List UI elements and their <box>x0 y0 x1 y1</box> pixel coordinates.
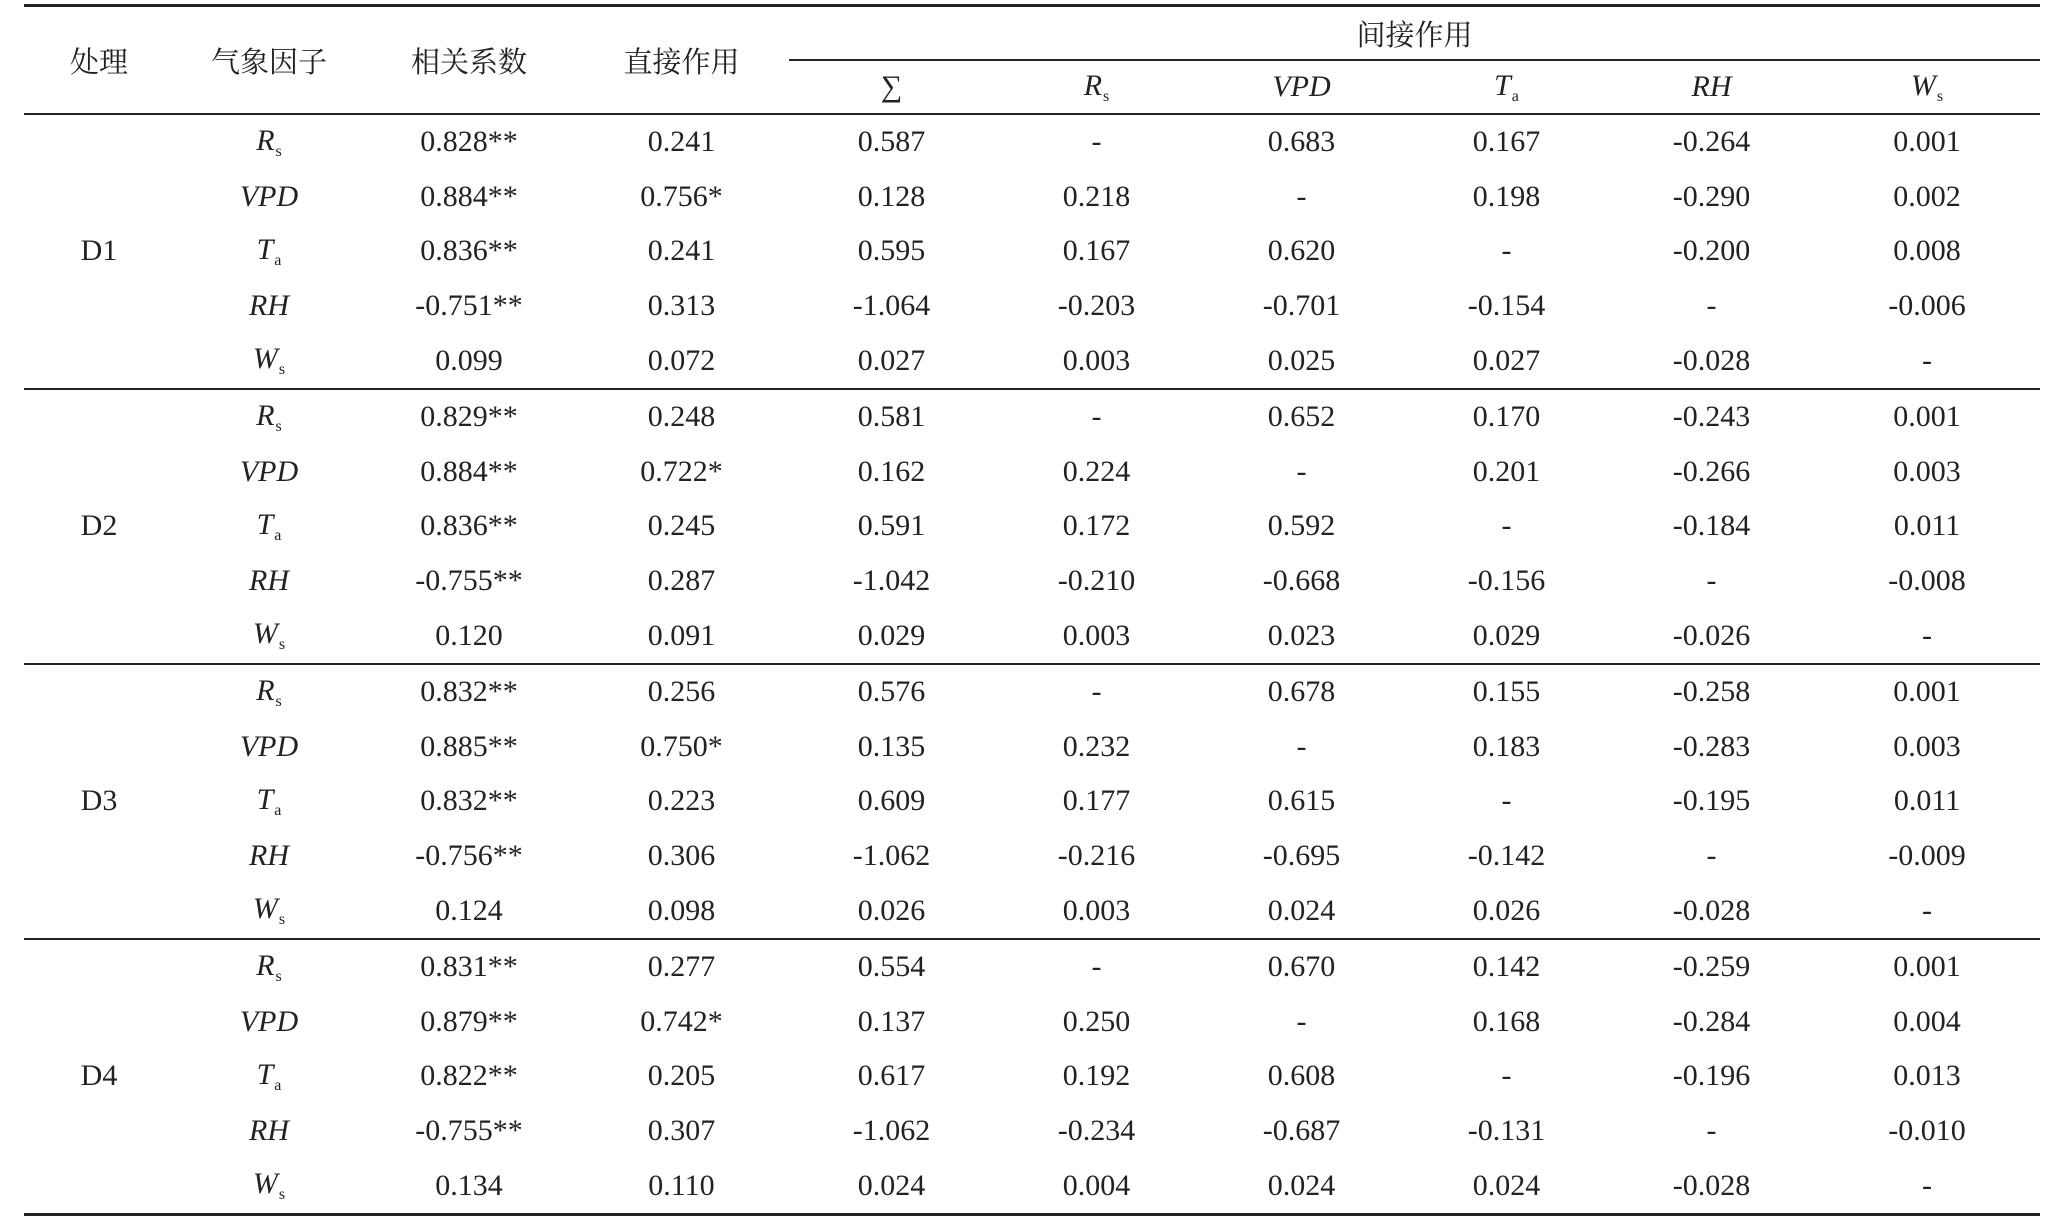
table-row <box>24 829 2040 884</box>
cell-indirect-rs: -0.210 <box>1057 564 1136 598</box>
cell-indirect-vpd: 0.615 <box>1267 784 1336 818</box>
cell-indirect-ta: - <box>1501 234 1512 268</box>
cell-indirect-rh: -0.026 <box>1672 618 1751 652</box>
cell-indirect-ws: -0.010 <box>1888 1113 1966 1147</box>
cell-indirect-ws: 0.001 <box>1814 389 2040 445</box>
cell-indirect-vpd: 0.025 <box>1267 343 1336 377</box>
cell-direct: 0.205 <box>647 1059 716 1093</box>
factor-label <box>174 664 364 720</box>
variable-symbol: VPD <box>239 1004 299 1038</box>
cell-direct: 0.287 <box>647 564 716 598</box>
cell-correlation: -0.756** <box>415 839 523 873</box>
cell-indirect-rh: -0.196 <box>1672 1059 1751 1093</box>
factor-label <box>174 114 364 170</box>
cell-indirect-rh: - <box>1706 564 1717 598</box>
cell-direct: 0.277 <box>574 939 789 995</box>
table-body <box>24 114 2040 1214</box>
cell-indirect-sum: 0.609 <box>857 784 926 818</box>
cell-indirect-ta: 0.029 <box>1472 618 1541 652</box>
variable-symbol: R <box>256 398 275 432</box>
variable-subscript: s <box>275 967 282 985</box>
cell-direct: 0.307 <box>647 1113 716 1147</box>
header-indirect-r-s <box>994 60 1199 114</box>
cell-indirect-rs: 0.167 <box>1062 234 1131 268</box>
cell-indirect-sum: 0.591 <box>857 509 926 543</box>
cell-indirect-ta: -0.156 <box>1467 564 1546 598</box>
cell-indirect-rs: 0.003 <box>1062 893 1131 927</box>
cell-indirect-ws: -0.006 <box>1888 289 1966 323</box>
cell-indirect-ws: 0.003 <box>1893 454 1961 488</box>
variable-subscript: a <box>274 1076 282 1094</box>
factor-label <box>174 1158 364 1214</box>
variable-subscript: a <box>274 801 282 819</box>
cell-indirect-vpd: - <box>1296 454 1307 488</box>
cell-correlation: 0.120 <box>435 618 503 652</box>
header-correlation: 相关系数 <box>364 6 574 115</box>
cell-indirect-rh: -0.290 <box>1672 179 1751 213</box>
cell-indirect-rs: 0.003 <box>1062 618 1131 652</box>
cell-indirect-rs: 0.192 <box>1062 1059 1131 1093</box>
cell-indirect-ws: -0.009 <box>1888 839 1966 873</box>
variable-symbol: RH <box>249 1113 289 1147</box>
cell-indirect-vpd: 0.683 <box>1267 125 1336 159</box>
cell-correlation: 0.829** <box>364 389 574 445</box>
cell-indirect-vpd: 0.670 <box>1199 939 1404 995</box>
cell-indirect-ws: -0.008 <box>1888 564 1966 598</box>
cell-indirect-sum: 0.128 <box>857 179 926 213</box>
cell-indirect-rs: - <box>1091 125 1102 159</box>
cell-indirect-ta: -0.154 <box>1467 289 1546 323</box>
cell-correlation: 0.832** <box>420 784 518 818</box>
table-row <box>24 279 2040 334</box>
cell-indirect-ta: - <box>1501 784 1512 818</box>
cell-indirect-ta: 0.142 <box>1404 939 1609 995</box>
cell-indirect-ws: 0.001 <box>1814 664 2040 720</box>
table-header <box>24 6 2040 115</box>
cell-indirect-ws: - <box>1922 343 1933 377</box>
variable-symbol: T <box>256 232 274 266</box>
cell-indirect-rs: - <box>994 664 1199 720</box>
cell-indirect-ws: - <box>1922 618 1933 652</box>
table-row <box>24 1104 2040 1159</box>
variable-subscript: s <box>278 1186 286 1204</box>
cell-correlation: 0.831** <box>364 939 574 995</box>
header-indirect: 间接作用 <box>789 6 2040 61</box>
variable-subscript: s <box>278 361 286 379</box>
cell-indirect-vpd: 0.592 <box>1267 509 1336 543</box>
table-row <box>24 608 2040 664</box>
factor-label <box>174 883 364 939</box>
cell-indirect-rh: -0.259 <box>1609 939 1814 995</box>
cell-direct: 0.110 <box>574 1158 789 1214</box>
cell-indirect-sum: -1.064 <box>852 289 931 323</box>
cell-indirect-sum: 0.617 <box>857 1059 926 1093</box>
cell-direct: 0.072 <box>647 343 716 377</box>
treatment-label: D4 <box>24 939 174 1214</box>
variable-symbol: VPD <box>239 729 299 763</box>
cell-indirect-vpd: 0.023 <box>1267 618 1336 652</box>
cell-indirect-rh: -0.195 <box>1672 784 1751 818</box>
cell-direct: 0.241 <box>647 234 716 268</box>
cell-indirect-ws: 0.004 <box>1893 1004 1961 1038</box>
cell-indirect-vpd: 0.024 <box>1199 1158 1404 1214</box>
cell-indirect-rh: - <box>1706 1113 1717 1147</box>
cell-indirect-rs: -0.216 <box>1057 839 1136 873</box>
cell-indirect-rs: - <box>994 939 1199 995</box>
cell-indirect-ws: 0.003 <box>1893 729 1961 763</box>
cell-direct: 0.245 <box>647 509 716 543</box>
cell-direct: 0.223 <box>647 784 716 818</box>
cell-indirect-ta: 0.201 <box>1472 454 1541 488</box>
cell-indirect-sum: -1.042 <box>852 564 931 598</box>
cell-correlation: -0.755** <box>415 1113 523 1147</box>
cell-indirect-sum: 0.587 <box>857 125 926 159</box>
cell-indirect-rh: -0.284 <box>1672 1004 1751 1038</box>
variable-symbol: RH <box>1691 70 1732 103</box>
cell-indirect-sum: 0.029 <box>857 618 926 652</box>
factor-label <box>174 1049 364 1104</box>
variable-symbol: VPD <box>1272 70 1331 103</box>
cell-direct: 0.742* <box>640 1004 723 1038</box>
variable-symbol: W <box>1910 68 1936 102</box>
cell-direct: 0.256 <box>574 664 789 720</box>
cell-indirect-rh: -0.243 <box>1609 389 1814 445</box>
cell-indirect-sum: 0.554 <box>789 939 994 995</box>
factor-label <box>174 389 364 445</box>
header-indirect-sum <box>789 60 994 114</box>
cell-indirect-ta: 0.027 <box>1472 343 1541 377</box>
cell-indirect-ws: - <box>1814 1158 2040 1214</box>
cell-indirect-sum: 0.135 <box>857 729 926 763</box>
cell-indirect-vpd: 0.608 <box>1267 1059 1336 1093</box>
cell-indirect-ta: 0.167 <box>1472 125 1541 159</box>
cell-correlation: 0.884** <box>420 179 518 213</box>
variable-symbol: R <box>256 948 275 982</box>
cell-direct: 0.091 <box>647 618 716 652</box>
cell-indirect-rh: -0.266 <box>1672 454 1751 488</box>
variable-symbol: VPD <box>239 454 299 488</box>
cell-direct: 0.313 <box>647 289 716 323</box>
cell-indirect-rh: -0.283 <box>1672 729 1751 763</box>
variable-symbol: R <box>256 123 275 157</box>
cell-indirect-rs: 0.218 <box>1062 179 1131 213</box>
cell-correlation: 0.836** <box>420 234 518 268</box>
cell-indirect-vpd: - <box>1296 1004 1307 1038</box>
cell-indirect-vpd: -0.668 <box>1262 564 1341 598</box>
cell-indirect-ws: 0.008 <box>1893 234 1961 268</box>
cell-correlation: 0.879** <box>420 1004 518 1038</box>
cell-correlation: 0.124 <box>435 893 503 927</box>
factor-label <box>174 608 364 664</box>
cell-indirect-rs: -0.234 <box>1057 1113 1136 1147</box>
factor-label <box>174 995 364 1050</box>
cell-indirect-rh: - <box>1706 289 1717 323</box>
factor-label <box>174 499 364 554</box>
variable-symbol: T <box>1494 68 1511 102</box>
cell-indirect-vpd: -0.695 <box>1262 839 1341 873</box>
cell-indirect-ws: 0.011 <box>1893 784 1961 818</box>
cell-correlation: 0.832** <box>364 664 574 720</box>
cell-indirect-ta: 0.170 <box>1404 389 1609 445</box>
cell-correlation: 0.885** <box>420 729 518 763</box>
cell-indirect-vpd: 0.620 <box>1267 234 1336 268</box>
table-row <box>24 224 2040 279</box>
cell-indirect-sum: 0.137 <box>857 1004 926 1038</box>
variable-symbol: T <box>256 1057 274 1091</box>
variable-subscript: a <box>1511 87 1519 105</box>
cell-direct: 0.756* <box>640 179 723 213</box>
cell-indirect-ta: 0.024 <box>1404 1158 1609 1214</box>
header-factor: 气象因子 <box>174 6 364 115</box>
cell-indirect-sum: -1.062 <box>852 1113 931 1147</box>
cell-indirect-sum: 0.595 <box>857 234 926 268</box>
table-row <box>24 499 2040 554</box>
cell-indirect-rs: 0.232 <box>1062 729 1131 763</box>
treatment-label: D2 <box>24 389 174 664</box>
cell-indirect-ta: 0.198 <box>1472 179 1541 213</box>
cell-indirect-sum: 0.162 <box>857 454 926 488</box>
cell-indirect-ta: 0.026 <box>1472 893 1541 927</box>
factor-label <box>174 939 364 995</box>
treatment-label: D3 <box>24 664 174 939</box>
cell-direct: 0.098 <box>647 893 716 927</box>
cell-direct: 0.248 <box>574 389 789 445</box>
cell-indirect-rh: - <box>1706 839 1717 873</box>
cell-correlation: 0.099 <box>435 343 503 377</box>
cell-indirect-ws: 0.002 <box>1893 179 1961 213</box>
cell-indirect-sum: -1.062 <box>852 839 931 873</box>
table-row <box>24 883 2040 939</box>
table-row <box>24 170 2040 225</box>
cell-indirect-sum: 0.027 <box>857 343 926 377</box>
table-row <box>24 445 2040 500</box>
variable-subscript: s <box>278 911 286 929</box>
factor-label <box>174 279 364 334</box>
cell-indirect-sum: 0.024 <box>789 1158 994 1214</box>
cell-indirect-ws: - <box>1922 893 1933 927</box>
cell-correlation: -0.755** <box>415 564 523 598</box>
variable-subscript: s <box>1103 87 1110 105</box>
table-row <box>24 333 2040 389</box>
table-row <box>24 389 2040 445</box>
path-analysis-table-page <box>24 4 2040 1216</box>
cell-correlation: -0.751** <box>415 289 523 323</box>
table-row <box>24 774 2040 829</box>
header-indirect-vpd <box>1199 60 1404 114</box>
cell-indirect-vpd: -0.687 <box>1262 1113 1341 1147</box>
variable-symbol: W <box>252 1167 278 1201</box>
table-row <box>24 939 2040 995</box>
cell-indirect-rh: -0.258 <box>1609 664 1814 720</box>
table-row <box>24 1049 2040 1104</box>
cell-correlation: 0.828** <box>420 125 518 159</box>
factor-label <box>174 333 364 389</box>
cell-indirect-rs: 0.224 <box>1062 454 1131 488</box>
variable-symbol: RH <box>249 564 289 598</box>
cell-indirect-sum: 0.581 <box>789 389 994 445</box>
cell-indirect-rs: - <box>994 389 1199 445</box>
cell-indirect-ws: 0.013 <box>1893 1059 1961 1093</box>
cell-indirect-rs: 0.177 <box>1062 784 1131 818</box>
treatment-label: D1 <box>80 234 118 268</box>
cell-indirect-ws: 0.001 <box>1893 125 1961 159</box>
variable-symbol: W <box>252 617 278 651</box>
header-direct: 直接作用 <box>574 6 789 115</box>
path-analysis-table <box>24 4 2040 1216</box>
cell-correlation: 0.134 <box>364 1158 574 1214</box>
factor-label <box>174 224 364 279</box>
cell-indirect-rh: -0.028 <box>1672 893 1751 927</box>
cell-correlation: 0.822** <box>420 1059 518 1093</box>
cell-indirect-vpd: 0.678 <box>1199 664 1404 720</box>
table-row <box>24 114 2040 170</box>
variable-symbol: RH <box>249 839 289 873</box>
cell-indirect-rs: 0.172 <box>1062 509 1131 543</box>
table-row <box>24 1158 2040 1214</box>
factor-label <box>174 720 364 775</box>
cell-correlation: 0.884** <box>420 454 518 488</box>
cell-indirect-rh: -0.184 <box>1672 509 1751 543</box>
cell-indirect-rh: -0.264 <box>1672 125 1751 159</box>
cell-indirect-rs: -0.203 <box>1057 289 1136 323</box>
cell-direct: 0.722* <box>640 454 723 488</box>
header-treatment: 处理 <box>24 6 174 115</box>
variable-subscript: a <box>274 251 282 269</box>
cell-correlation: 0.836** <box>420 509 518 543</box>
cell-indirect-rs: 0.004 <box>994 1158 1199 1214</box>
cell-indirect-ta: 0.168 <box>1472 1004 1541 1038</box>
cell-indirect-vpd: 0.024 <box>1267 893 1336 927</box>
cell-indirect-vpd: 0.652 <box>1199 389 1404 445</box>
variable-symbol: R <box>256 673 275 707</box>
cell-direct: 0.241 <box>647 125 716 159</box>
table-row <box>24 664 2040 720</box>
factor-label <box>174 170 364 225</box>
variable-subscript: a <box>274 526 282 544</box>
cell-indirect-sum: 0.026 <box>857 893 926 927</box>
variable-symbol: RH <box>249 289 289 323</box>
cell-indirect-ta: - <box>1501 1059 1512 1093</box>
table-row <box>24 720 2040 775</box>
cell-indirect-ta: - <box>1501 509 1512 543</box>
variable-symbol: VPD <box>239 179 299 213</box>
factor-label <box>174 774 364 829</box>
variable-subscript: s <box>275 692 282 710</box>
cell-indirect-rh: -0.200 <box>1672 234 1751 268</box>
variable-symbol: ∑ <box>880 70 903 103</box>
variable-symbol: W <box>252 892 278 926</box>
header-indirect-w-s <box>1814 60 2040 114</box>
cell-indirect-rh: -0.028 <box>1609 1158 1814 1214</box>
variable-subscript: s <box>275 142 282 160</box>
factor-label <box>174 445 364 500</box>
header-indirect-rh <box>1609 60 1814 114</box>
cell-direct: 0.306 <box>647 839 716 873</box>
cell-indirect-ta: 0.155 <box>1404 664 1609 720</box>
header-indirect-t-a <box>1404 60 1609 114</box>
variable-subscript: s <box>1936 87 1944 105</box>
cell-indirect-ta: 0.183 <box>1472 729 1541 763</box>
cell-indirect-rs: 0.003 <box>1062 343 1131 377</box>
factor-label <box>174 554 364 609</box>
variable-subscript: s <box>275 417 282 435</box>
cell-indirect-rh: -0.028 <box>1672 343 1751 377</box>
table-row <box>24 995 2040 1050</box>
cell-indirect-ta: -0.142 <box>1467 839 1546 873</box>
factor-label <box>174 1104 364 1159</box>
cell-indirect-ws: 0.001 <box>1814 939 2040 995</box>
variable-subscript: s <box>278 636 286 654</box>
cell-indirect-ws: 0.011 <box>1893 509 1961 543</box>
cell-direct: 0.750* <box>640 729 723 763</box>
cell-indirect-ta: -0.131 <box>1467 1113 1546 1147</box>
table-row <box>24 554 2040 609</box>
cell-indirect-vpd: - <box>1296 729 1307 763</box>
cell-indirect-sum: 0.576 <box>789 664 994 720</box>
variable-symbol: R <box>1083 68 1103 102</box>
cell-indirect-rs: 0.250 <box>1062 1004 1131 1038</box>
cell-indirect-vpd: -0.701 <box>1262 289 1341 323</box>
cell-indirect-vpd: - <box>1296 179 1307 213</box>
factor-label <box>174 829 364 884</box>
variable-symbol: T <box>256 782 274 816</box>
variable-symbol: W <box>252 342 278 376</box>
variable-symbol: T <box>256 507 274 541</box>
